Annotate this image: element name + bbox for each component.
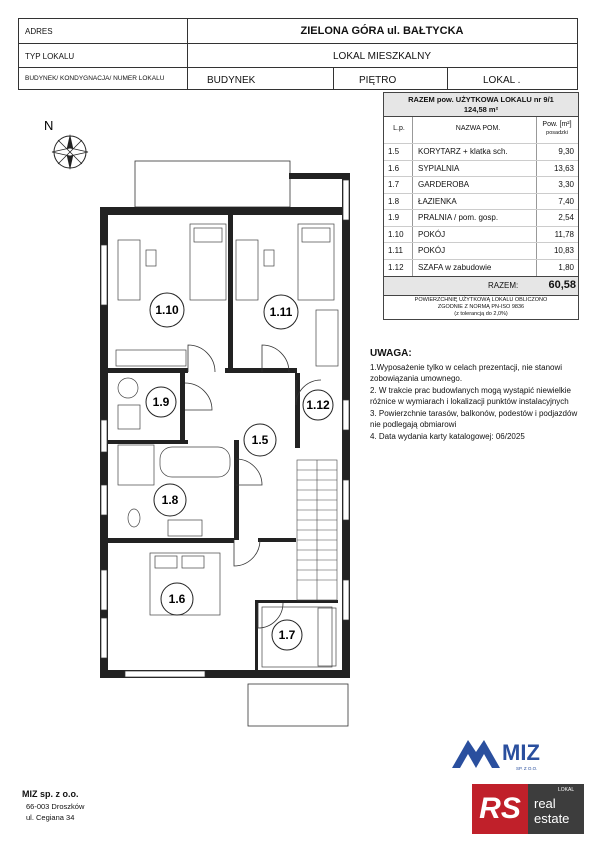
col-area: Pow. [m²] — [542, 121, 572, 128]
room-label-1-6: 1.6 — [168, 592, 186, 606]
notes-title: UWAGA: — [370, 348, 412, 359]
row-lp: 1.10 — [388, 229, 404, 239]
room-label-1-11: 1.11 — [269, 305, 293, 319]
row-name: POKÓJ — [418, 229, 446, 239]
row-lp: 1.11 — [388, 246, 403, 255]
note-item: 1.Wyposażenie tylko w celach prezentacji, nie stanowi zobowiązania umownego. — [370, 362, 563, 383]
typ-value: LOKAL MIESZKALNY — [333, 51, 431, 62]
row-area: 2,54 — [558, 213, 574, 222]
col-lp: L.p. — [393, 125, 405, 132]
total-label: RAZEM: — [488, 281, 519, 290]
col-area-sub: posadzki — [546, 130, 568, 136]
budynek-label: BUDYNEK/ KONDYGNACJA/ NUMER LOKALU — [25, 75, 165, 82]
real-estate-logo — [528, 784, 584, 834]
row-name: POKÓJ — [418, 246, 446, 255]
title-line: RAZEM pow. UŻYTKOWA LOKALU nr 9/1 — [408, 95, 554, 104]
row-name: GARDEROBA — [418, 180, 470, 189]
col-lokal: LOKAL . — [483, 75, 521, 86]
col-name: NAZWA POM. — [455, 125, 501, 132]
row-area: 10,83 — [553, 246, 574, 255]
total-area: 124,58 m² — [463, 105, 499, 114]
interior-walls — [108, 215, 338, 670]
row-area: 7,40 — [558, 196, 574, 206]
real-estate-line2: estate — [534, 811, 570, 826]
staircase — [297, 460, 337, 600]
real-estate-line1: real — [534, 796, 556, 811]
room-label-1-10: 1.10 — [155, 303, 179, 317]
col-budynek: BUDYNEK — [207, 75, 256, 86]
row-name: SZAFA w zabudowie — [418, 262, 492, 272]
row-lp: 1.5 — [388, 147, 400, 156]
miz-logo-sub: SP. Z O.O. — [516, 766, 538, 771]
company-name: MIZ sp. z o.o. — [22, 789, 79, 799]
row-name: KORYTARZ + klatka sch. — [418, 147, 508, 156]
row-lp: 1.8 — [388, 196, 400, 206]
north-label: N — [44, 118, 54, 133]
room-labels — [146, 293, 333, 650]
rs-logo: RS — [472, 784, 528, 834]
north-arrow-icon — [44, 118, 88, 170]
company-address: 66-003 Droszków — [26, 802, 85, 811]
balcony-top — [135, 161, 290, 207]
room-label-1-5: 1.5 — [251, 433, 269, 447]
row-area: 13,63 — [553, 163, 574, 173]
terrace-bottom — [248, 684, 348, 726]
row-name: ŁAZIENKA — [418, 196, 457, 206]
row-name: SYPIALNIA — [418, 163, 460, 173]
doors — [185, 345, 321, 628]
note-item: 4. Data wydania karty katalogowej: 06/2025 — [370, 431, 525, 441]
row-area: 9,30 — [558, 147, 574, 156]
adres-label: ADRES — [25, 27, 53, 36]
total-value: 60,58 — [548, 279, 576, 291]
note-line: (z tolerancją do 2,0%) — [454, 311, 508, 317]
row-lp: 1.12 — [388, 262, 404, 272]
row-area: 3,30 — [558, 180, 574, 189]
company-street: ul. Cegiana 34 — [26, 813, 75, 822]
room-label-1-8: 1.8 — [161, 493, 179, 507]
row-name: PRALNIA / pom. gosp. — [418, 213, 499, 222]
room-label-1-12: 1.12 — [306, 398, 330, 412]
miz-logo — [452, 740, 540, 771]
col-pietro: PIĘTRO — [359, 75, 397, 86]
note-line: POWIERZCHNIĘ UŻYTKOWĄ LOKALU OBLICZONO — [414, 297, 548, 303]
real-estate-small: LOKAL — [558, 787, 575, 793]
row-lp: 1.9 — [388, 213, 400, 222]
note-line: ZGODNIE Z NORMĄ PN-ISO 9836 — [437, 304, 525, 310]
room-label-1-9: 1.9 — [152, 395, 170, 409]
adres-value: ZIELONA GÓRA ul. BAŁTYCKA — [300, 25, 464, 37]
typ-label: TYP LOKALU — [25, 52, 75, 61]
note-item: 2. W trakcie prac budowlanych mogą wystąpić niewielkie różnice w wymiarach i lokalizacji punktów instalacyjnych — [370, 385, 571, 406]
note-item: 3. Powierzchnie tarasów, balkonów, podestów i podjazdów nie podlegają obmiarowi — [370, 408, 578, 429]
row-lp: 1.6 — [388, 163, 400, 173]
row-area: 1,80 — [558, 262, 574, 272]
row-area: 11,78 — [554, 229, 574, 239]
row-lp: 1.7 — [388, 180, 400, 189]
room-label-1-7: 1.7 — [278, 628, 296, 642]
miz-logo-text: MIZ — [502, 740, 540, 765]
